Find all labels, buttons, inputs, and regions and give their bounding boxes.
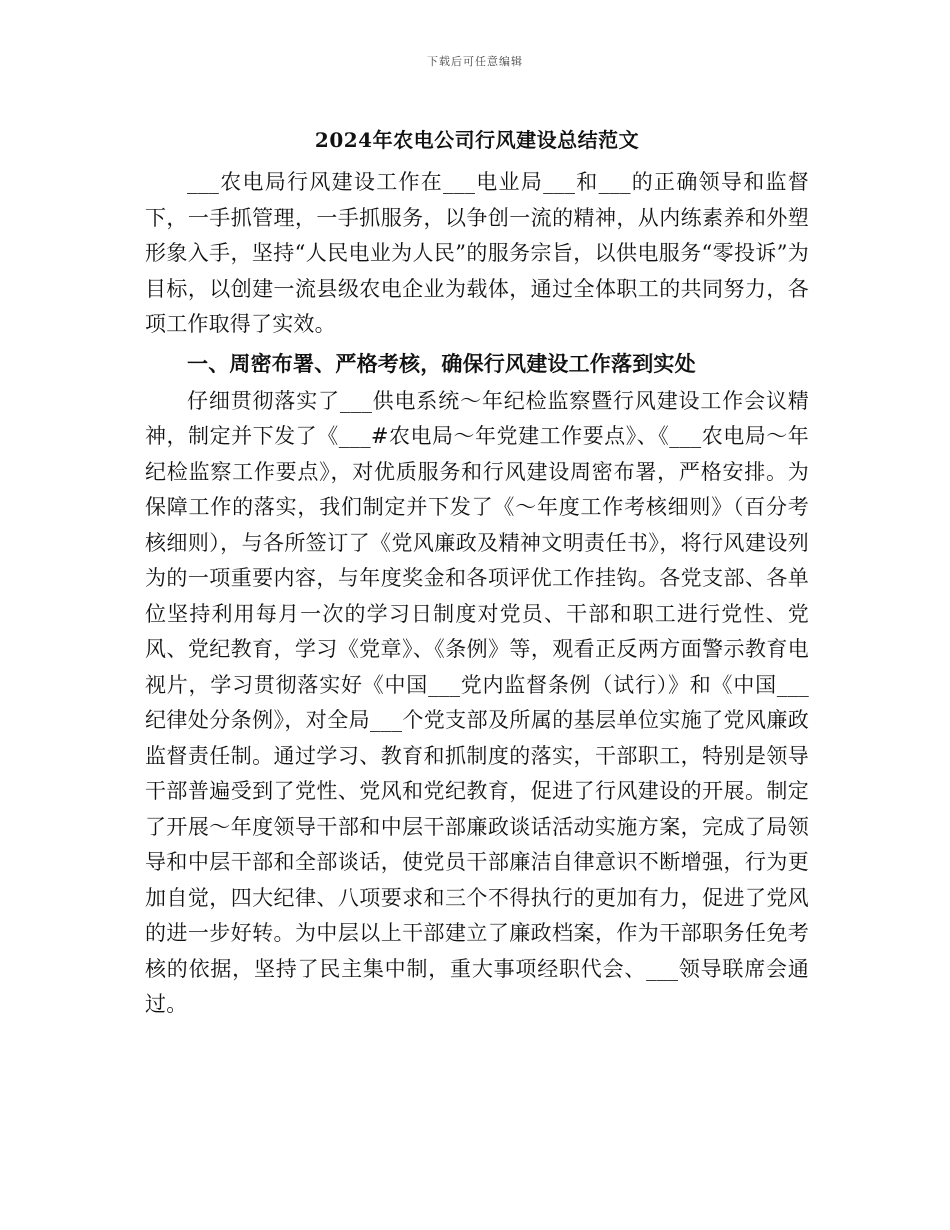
header-note: 下载后可任意编辑 (427, 55, 523, 68)
intro-paragraph: ___农电局行风建设工作在___电业局___和___的正确领导和监督下，一手抓管理，一手抓服务，以争创一流的精神，从内练素养和外塑形象入手，坚持“人民电业为人民”的服务宗旨，以供电服务“零投诉”为目标，以创建一流县级农电企业为载体，通过全体职工的共同努力，各项工作取得了实效。 (145, 170, 809, 336)
document-title: 2024年农电公司行风建设总结范文 (314, 128, 640, 152)
document-body (145, 165, 809, 1023)
section-heading: 一、周密布署、严格考核，确保行风建设工作落到实处 (187, 350, 696, 376)
section-paragraph: 仔细贯彻落实了___供电系统～年纪检监察暨行风建设工作会议精神，制定并下发了《___#农电局～年党建工作要点》、《___农电局～年纪检监察工作要点》，对优质服务和行风建设周密布署，严格安排。为保障工作的落实，我们制定并下发了《～年度工作考核细则》（百分考核细则），与各所签订了《党风廉政及精神文明责任书》，将行风建设列为的一项重要内容，与年度奖金和各项评优工作挂钩。各党支部、各单位坚持利用每月一次的学习日制度对党员、干部和职工进行党性、党风、党纪教育，学习《党章》、《条例》等，观看正反两方面警示教育电视片，学习贯彻落实好《中国___党内监督条例（试行）》和《中国___纪律处分条例》，对全局___个党支部及所属的基层单位实施了党风廉政监督责任制。通过学习、教育和抓制度的落实，干部职工，特别是领导干部普遍受到了党性、党风和党纪教育，促进了行风建设的开展。制定了开展～年度领导干部和中层干部廉政谈话活动实施方案，完成了局领导和中层干部和全部谈话，使党员干部廉洁自律意识不断增强，行为更加自觉，四大纪律、八项要求和三个不得执行的更加有力，促进了党风的进一步好转。为中层以上干部建立了廉政档案，作为干部职务任免考核的依据，坚持了民主集中制，重大事项经职代会、___领导联席会通过。 (145, 388, 809, 1016)
